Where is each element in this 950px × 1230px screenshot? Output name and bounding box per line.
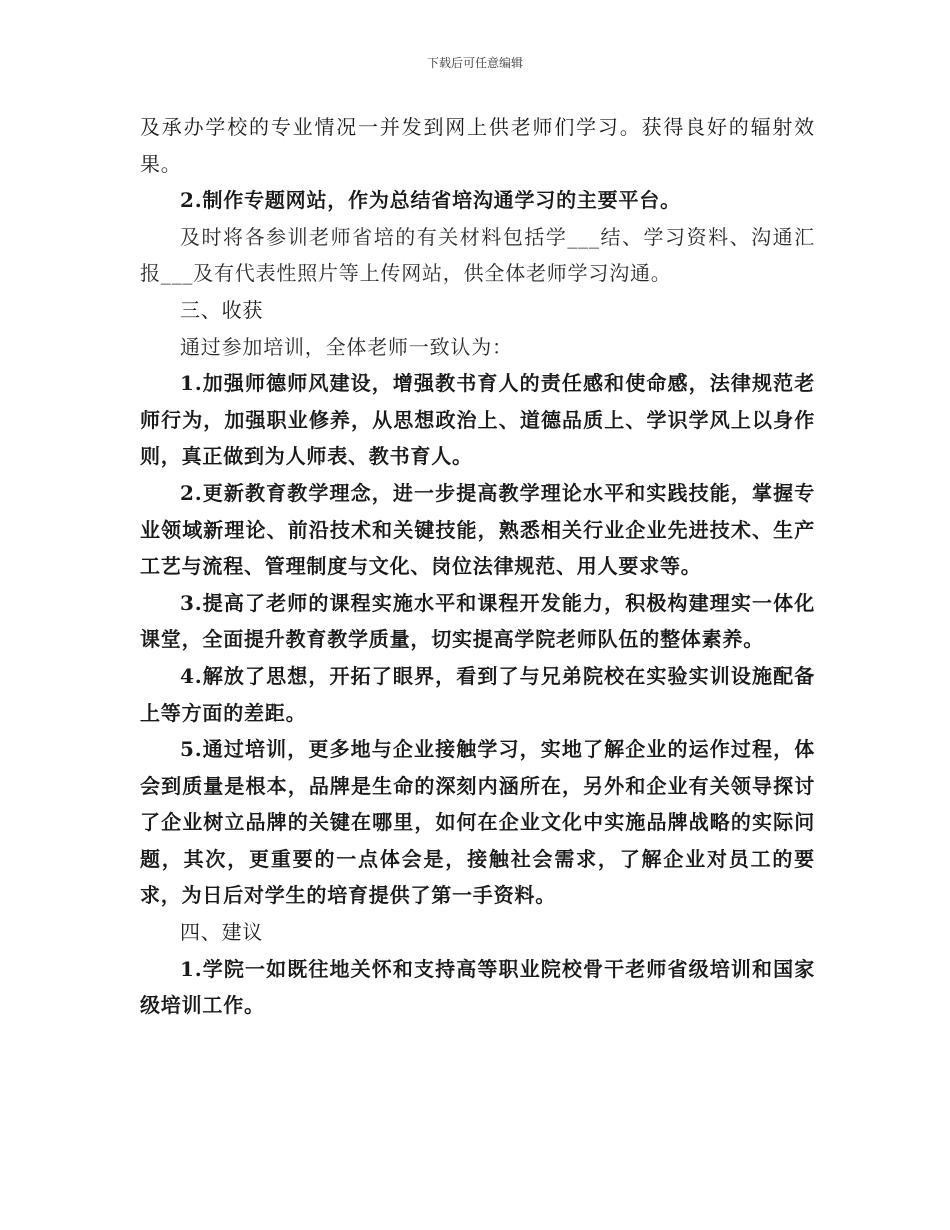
paragraph-website-detail: 及时将各参训老师省培的有关材料包括学___结、学习资料、沟通汇报___及有代表性照片等上传网站，供全体老师学习沟通。 xyxy=(140,224,815,286)
section-heading-suggestions: 四、建议 xyxy=(180,920,264,945)
page-header: 下载后可任意编辑 xyxy=(426,56,523,70)
section-heading-harvest: 三、收获 xyxy=(180,297,264,322)
paragraph-harvest-1: 1.加强师德师风建设，增强教书育人的责任感和使命感，法律规范老师行为，加强职业修养，从思想政治上、道德品质上、学识学风上以身作则，真正做到为人师表、教书育人。 xyxy=(140,371,815,469)
paragraph-harvest-5: 5.通过培训，更多地与企业接触学习，实地了解企业的运作过程，体会到质量是根本，品牌是生命的深刻内涵所在，另外和企业有关领导探讨了企业树立品牌的关键在哪里，如何在企业文化中实施品牌战略的实际问题，其次，更重要的一点体会是，接触社会需求，了解企业对员工的要求，为日后对学生的培育提供了第一手资料。 xyxy=(140,737,815,908)
paragraph-harvest-2: 2.更新教育教学理念，进一步提高教学理论水平和实践技能，掌握专业领域新理论、前沿技术和关键技能，熟悉相关行业企业先进技术、生产工艺与流程、管理制度与文化、岗位法律规范、用人要求等。 xyxy=(140,480,815,579)
paragraph-intro-continuation: 及承办学校的专业情况一并发到网上供老师们学习。获得良好的辐射效果。 xyxy=(140,115,815,176)
paragraph-suggestion-1: 1.学院一如既往地关怀和支持高等职业院校骨干老师省级培训和国家级培训工作。 xyxy=(140,956,815,1018)
paragraph-harvest-4: 4.解放了思想，开拓了眼界，看到了与兄弟院校在实验实训设施配备上等方面的差距。 xyxy=(140,663,815,725)
paragraph-harvest-3: 3.提高了老师的课程实施水平和课程开发能力，积极构建理实一体化课堂，全面提升教育教学质量，切实提高学院老师队伍的整体素养。 xyxy=(140,590,815,652)
paragraph-harvest-intro: 通过参加培训，全体老师一致认为： xyxy=(180,334,513,359)
document-body xyxy=(140,109,815,1024)
paragraph-item-website: 2.制作专题网站，作为总结省培沟通学习的主要平台。 xyxy=(180,188,681,213)
